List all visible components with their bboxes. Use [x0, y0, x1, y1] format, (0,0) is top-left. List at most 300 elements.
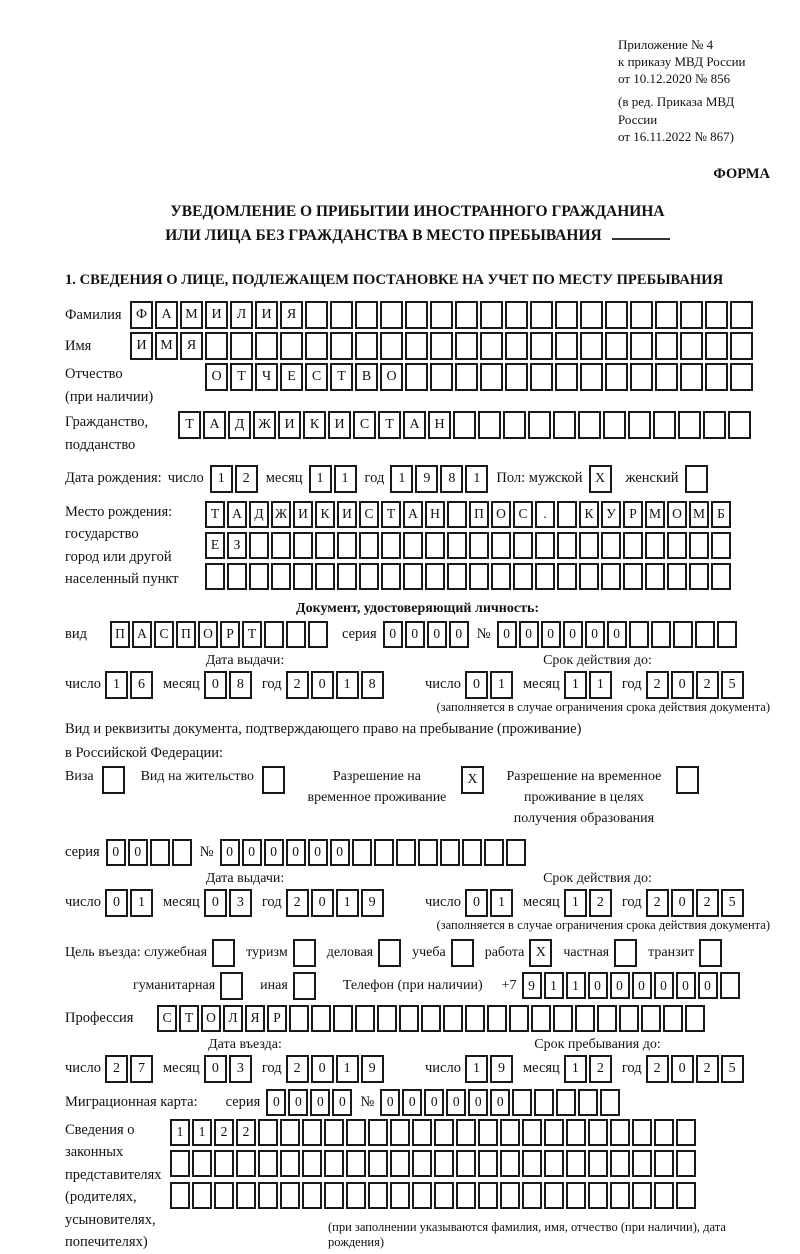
char-cell[interactable]: 0 — [286, 839, 306, 866]
char-cell[interactable]: С — [359, 501, 379, 528]
char-cell[interactable] — [305, 301, 328, 329]
char-cell[interactable] — [676, 1182, 696, 1209]
char-cell[interactable] — [632, 1119, 652, 1146]
phone-input[interactable] — [522, 972, 742, 999]
char-cell[interactable] — [478, 411, 501, 439]
migration-number-input[interactable] — [380, 1089, 622, 1116]
char-cell[interactable]: 2 — [696, 1055, 719, 1083]
char-cell[interactable] — [505, 363, 528, 391]
char-cell[interactable] — [487, 1005, 507, 1032]
char-cell[interactable]: 1 — [544, 972, 564, 999]
firstname-input[interactable] — [130, 332, 755, 360]
char-cell[interactable]: 8 — [229, 671, 252, 699]
char-cell[interactable] — [399, 1005, 419, 1032]
char-cell[interactable] — [355, 301, 378, 329]
char-cell[interactable] — [355, 332, 378, 360]
char-cell[interactable] — [236, 1150, 256, 1177]
doc-series-input[interactable] — [383, 621, 471, 648]
char-cell[interactable]: 1 — [336, 671, 359, 699]
char-cell[interactable] — [678, 411, 701, 439]
char-cell[interactable]: 7 — [130, 1055, 153, 1083]
char-cell[interactable]: 0 — [204, 1055, 227, 1083]
char-cell[interactable] — [264, 621, 284, 648]
char-cell[interactable]: Н — [425, 501, 445, 528]
char-cell[interactable] — [544, 1119, 564, 1146]
char-cell[interactable]: К — [303, 411, 326, 439]
char-cell[interactable] — [641, 1005, 661, 1032]
char-cell[interactable] — [699, 939, 722, 967]
stay-day-input[interactable] — [465, 1055, 515, 1083]
char-cell[interactable]: 0 — [427, 621, 447, 648]
surname-input[interactable] — [130, 301, 755, 329]
char-cell[interactable] — [705, 301, 728, 329]
char-cell[interactable]: 1 — [334, 465, 357, 493]
char-cell[interactable] — [522, 1150, 542, 1177]
char-cell[interactable]: 0 — [465, 671, 488, 699]
char-cell[interactable] — [346, 1119, 366, 1146]
char-cell[interactable] — [695, 621, 715, 648]
char-cell[interactable] — [230, 332, 253, 360]
char-cell[interactable] — [630, 301, 653, 329]
char-cell[interactable]: 1 — [465, 465, 488, 493]
char-cell[interactable] — [667, 532, 687, 559]
char-cell[interactable]: 0 — [204, 889, 227, 917]
char-cell[interactable] — [478, 1119, 498, 1146]
char-cell[interactable] — [597, 1005, 617, 1032]
char-cell[interactable] — [522, 1182, 542, 1209]
char-cell[interactable]: А — [132, 621, 152, 648]
other-checkbox[interactable] — [293, 972, 318, 1000]
char-cell[interactable]: 1 — [210, 465, 233, 493]
char-cell[interactable] — [535, 563, 555, 590]
char-cell[interactable] — [566, 1119, 586, 1146]
char-cell[interactable]: 0 — [610, 972, 630, 999]
char-cell[interactable]: П — [176, 621, 196, 648]
char-cell[interactable]: Т — [205, 501, 225, 528]
char-cell[interactable] — [535, 532, 555, 559]
char-cell[interactable]: С — [513, 501, 533, 528]
char-cell[interactable] — [333, 1005, 353, 1032]
char-cell[interactable]: Т — [330, 363, 353, 391]
char-cell[interactable] — [654, 1119, 674, 1146]
char-cell[interactable]: М — [645, 501, 665, 528]
char-cell[interactable] — [469, 563, 489, 590]
char-cell[interactable]: 0 — [585, 621, 605, 648]
profession-input[interactable] — [157, 1005, 707, 1032]
char-cell[interactable]: А — [227, 501, 247, 528]
char-cell[interactable] — [601, 532, 621, 559]
char-cell[interactable]: Т — [178, 411, 201, 439]
char-cell[interactable]: 0 — [405, 621, 425, 648]
doc-valid-year-input[interactable] — [646, 671, 746, 699]
char-cell[interactable] — [368, 1182, 388, 1209]
char-cell[interactable] — [308, 621, 328, 648]
char-cell[interactable] — [603, 411, 626, 439]
char-cell[interactable]: М — [180, 301, 203, 329]
char-cell[interactable] — [255, 332, 278, 360]
char-cell[interactable] — [555, 363, 578, 391]
sex-female-checkbox[interactable] — [685, 465, 710, 493]
char-cell[interactable] — [456, 1182, 476, 1209]
char-cell[interactable]: 0 — [671, 889, 694, 917]
char-cell[interactable]: 0 — [330, 839, 350, 866]
char-cell[interactable]: Т — [381, 501, 401, 528]
char-cell[interactable]: Ж — [271, 501, 291, 528]
char-cell[interactable] — [214, 1182, 234, 1209]
char-cell[interactable]: 0 — [671, 1055, 694, 1083]
doc-type-input[interactable] — [110, 621, 330, 648]
char-cell[interactable] — [368, 1119, 388, 1146]
doc-issue-month-input[interactable] — [204, 671, 254, 699]
char-cell[interactable] — [530, 332, 553, 360]
char-cell[interactable]: 2 — [214, 1119, 234, 1146]
birthplace-row2-input[interactable] — [205, 532, 733, 559]
char-cell[interactable] — [680, 363, 703, 391]
char-cell[interactable] — [381, 532, 401, 559]
char-cell[interactable] — [205, 332, 228, 360]
char-cell[interactable]: 9 — [361, 1055, 384, 1083]
char-cell[interactable] — [412, 1119, 432, 1146]
char-cell[interactable] — [396, 839, 416, 866]
business-trip-checkbox[interactable] — [212, 939, 237, 967]
residence-series-input[interactable] — [106, 839, 194, 866]
char-cell[interactable]: К — [579, 501, 599, 528]
doc-issue-day-input[interactable] — [105, 671, 155, 699]
char-cell[interactable] — [629, 621, 649, 648]
char-cell[interactable] — [430, 332, 453, 360]
char-cell[interactable] — [286, 621, 306, 648]
char-cell[interactable]: 0 — [654, 972, 674, 999]
citizenship-input[interactable] — [178, 411, 753, 439]
birth-month-input[interactable] — [309, 465, 359, 493]
char-cell[interactable]: Я — [180, 332, 203, 360]
char-cell[interactable] — [480, 301, 503, 329]
temp-residence-checkbox[interactable] — [461, 766, 486, 794]
char-cell[interactable] — [728, 411, 751, 439]
char-cell[interactable]: Е — [280, 363, 303, 391]
char-cell[interactable] — [324, 1119, 344, 1146]
char-cell[interactable] — [447, 532, 467, 559]
char-cell[interactable]: 0 — [446, 1089, 466, 1116]
char-cell[interactable] — [447, 501, 467, 528]
char-cell[interactable]: А — [203, 411, 226, 439]
char-cell[interactable]: 9 — [522, 972, 542, 999]
char-cell[interactable] — [462, 839, 482, 866]
edu-residence-checkbox[interactable] — [676, 766, 701, 794]
stay-month-input[interactable] — [564, 1055, 614, 1083]
char-cell[interactable]: Т — [378, 411, 401, 439]
char-cell[interactable] — [170, 1182, 190, 1209]
char-cell[interactable]: 5 — [721, 671, 744, 699]
residence-issue-year-input[interactable] — [286, 889, 386, 917]
char-cell[interactable]: 1 — [490, 671, 513, 699]
char-cell[interactable] — [655, 363, 678, 391]
char-cell[interactable] — [557, 563, 577, 590]
char-cell[interactable] — [434, 1119, 454, 1146]
char-cell[interactable]: Ж — [253, 411, 276, 439]
char-cell[interactable] — [258, 1182, 278, 1209]
char-cell[interactable]: 2 — [646, 1055, 669, 1083]
study-checkbox[interactable] — [451, 939, 476, 967]
tourism-checkbox[interactable] — [293, 939, 318, 967]
char-cell[interactable]: 0 — [497, 621, 517, 648]
char-cell[interactable] — [381, 563, 401, 590]
char-cell[interactable] — [557, 532, 577, 559]
char-cell[interactable] — [421, 1005, 441, 1032]
char-cell[interactable] — [280, 1150, 300, 1177]
char-cell[interactable] — [289, 1005, 309, 1032]
char-cell[interactable] — [685, 465, 708, 493]
char-cell[interactable]: 0 — [698, 972, 718, 999]
char-cell[interactable] — [324, 1150, 344, 1177]
stay-year-input[interactable] — [646, 1055, 746, 1083]
char-cell[interactable]: 0 — [288, 1089, 308, 1116]
char-cell[interactable] — [102, 766, 125, 794]
char-cell[interactable]: 9 — [490, 1055, 513, 1083]
char-cell[interactable] — [271, 532, 291, 559]
char-cell[interactable]: 0 — [490, 1089, 510, 1116]
char-cell[interactable]: Р — [267, 1005, 287, 1032]
char-cell[interactable] — [412, 1150, 432, 1177]
char-cell[interactable] — [500, 1150, 520, 1177]
char-cell[interactable]: 3 — [229, 889, 252, 917]
char-cell[interactable] — [680, 332, 703, 360]
char-cell[interactable]: О — [198, 621, 218, 648]
transit-checkbox[interactable] — [699, 939, 724, 967]
char-cell[interactable] — [580, 332, 603, 360]
char-cell[interactable] — [280, 1182, 300, 1209]
char-cell[interactable] — [484, 839, 504, 866]
char-cell[interactable] — [730, 363, 753, 391]
char-cell[interactable] — [150, 839, 170, 866]
char-cell[interactable]: Е — [205, 532, 225, 559]
char-cell[interactable] — [315, 532, 335, 559]
char-cell[interactable]: 1 — [564, 889, 587, 917]
char-cell[interactable]: И — [255, 301, 278, 329]
char-cell[interactable] — [359, 532, 379, 559]
char-cell[interactable]: 2 — [696, 671, 719, 699]
char-cell[interactable] — [655, 332, 678, 360]
char-cell[interactable]: П — [469, 501, 489, 528]
char-cell[interactable]: И — [293, 501, 313, 528]
char-cell[interactable]: И — [328, 411, 351, 439]
char-cell[interactable]: Б — [711, 501, 731, 528]
char-cell[interactable] — [575, 1005, 595, 1032]
char-cell[interactable]: 0 — [380, 1089, 400, 1116]
doc-valid-day-input[interactable] — [465, 671, 515, 699]
char-cell[interactable] — [580, 363, 603, 391]
char-cell[interactable] — [374, 839, 394, 866]
char-cell[interactable] — [249, 563, 269, 590]
char-cell[interactable] — [705, 363, 728, 391]
char-cell[interactable]: 0 — [541, 621, 561, 648]
char-cell[interactable]: Р — [220, 621, 240, 648]
char-cell[interactable] — [580, 301, 603, 329]
char-cell[interactable]: 9 — [415, 465, 438, 493]
char-cell[interactable] — [711, 563, 731, 590]
char-cell[interactable]: X — [529, 939, 552, 967]
char-cell[interactable]: 0 — [402, 1089, 422, 1116]
char-cell[interactable]: 0 — [424, 1089, 444, 1116]
char-cell[interactable]: 0 — [266, 1089, 286, 1116]
char-cell[interactable] — [480, 363, 503, 391]
char-cell[interactable] — [645, 563, 665, 590]
char-cell[interactable] — [390, 1150, 410, 1177]
char-cell[interactable] — [610, 1182, 630, 1209]
char-cell[interactable] — [632, 1150, 652, 1177]
char-cell[interactable] — [465, 1005, 485, 1032]
char-cell[interactable] — [405, 301, 428, 329]
business-checkbox[interactable] — [378, 939, 403, 967]
doc-valid-month-input[interactable] — [564, 671, 614, 699]
char-cell[interactable]: 2 — [286, 889, 309, 917]
char-cell[interactable]: 0 — [220, 839, 240, 866]
char-cell[interactable] — [478, 1182, 498, 1209]
char-cell[interactable] — [663, 1005, 683, 1032]
char-cell[interactable]: 2 — [235, 465, 258, 493]
char-cell[interactable] — [632, 1182, 652, 1209]
char-cell[interactable]: Я — [280, 301, 303, 329]
char-cell[interactable]: К — [315, 501, 335, 528]
char-cell[interactable]: С — [305, 363, 328, 391]
work-checkbox[interactable] — [529, 939, 554, 967]
char-cell[interactable] — [531, 1005, 551, 1032]
char-cell[interactable]: Л — [230, 301, 253, 329]
char-cell[interactable] — [578, 411, 601, 439]
char-cell[interactable] — [418, 839, 438, 866]
char-cell[interactable]: 1 — [130, 889, 153, 917]
char-cell[interactable]: 2 — [236, 1119, 256, 1146]
char-cell[interactable] — [205, 563, 225, 590]
char-cell[interactable]: Я — [245, 1005, 265, 1032]
char-cell[interactable] — [443, 1005, 463, 1032]
char-cell[interactable] — [512, 1089, 532, 1116]
char-cell[interactable] — [555, 301, 578, 329]
char-cell[interactable]: Н — [428, 411, 451, 439]
char-cell[interactable] — [491, 563, 511, 590]
char-cell[interactable] — [505, 332, 528, 360]
char-cell[interactable] — [293, 972, 316, 1000]
char-cell[interactable]: 3 — [229, 1055, 252, 1083]
char-cell[interactable] — [689, 563, 709, 590]
char-cell[interactable] — [480, 332, 503, 360]
char-cell[interactable] — [271, 563, 291, 590]
char-cell[interactable]: З — [227, 532, 247, 559]
char-cell[interactable] — [676, 1150, 696, 1177]
char-cell[interactable]: 5 — [721, 1055, 744, 1083]
residence-issue-day-input[interactable] — [105, 889, 155, 917]
char-cell[interactable] — [711, 532, 731, 559]
char-cell[interactable] — [390, 1119, 410, 1146]
char-cell[interactable] — [377, 1005, 397, 1032]
char-cell[interactable]: 9 — [361, 889, 384, 917]
residence-number-input[interactable] — [220, 839, 528, 866]
char-cell[interactable] — [705, 332, 728, 360]
char-cell[interactable] — [605, 332, 628, 360]
char-cell[interactable]: 0 — [308, 839, 328, 866]
char-cell[interactable] — [302, 1119, 322, 1146]
char-cell[interactable]: 0 — [465, 889, 488, 917]
char-cell[interactable]: 2 — [589, 889, 612, 917]
char-cell[interactable] — [455, 301, 478, 329]
char-cell[interactable] — [280, 332, 303, 360]
char-cell[interactable]: 0 — [563, 621, 583, 648]
char-cell[interactable] — [425, 532, 445, 559]
char-cell[interactable]: X — [461, 766, 484, 794]
char-cell[interactable] — [311, 1005, 331, 1032]
char-cell[interactable] — [566, 1150, 586, 1177]
char-cell[interactable] — [249, 532, 269, 559]
char-cell[interactable]: 2 — [105, 1055, 128, 1083]
char-cell[interactable] — [456, 1150, 476, 1177]
char-cell[interactable] — [324, 1182, 344, 1209]
char-cell[interactable] — [689, 532, 709, 559]
char-cell[interactable] — [352, 839, 372, 866]
char-cell[interactable]: 1 — [566, 972, 586, 999]
char-cell[interactable] — [600, 1089, 620, 1116]
char-cell[interactable] — [262, 766, 285, 794]
representatives-row2-input[interactable] — [170, 1150, 698, 1177]
char-cell[interactable] — [491, 532, 511, 559]
char-cell[interactable]: 6 — [130, 671, 153, 699]
char-cell[interactable] — [412, 1182, 432, 1209]
char-cell[interactable]: А — [155, 301, 178, 329]
char-cell[interactable]: В — [355, 363, 378, 391]
char-cell[interactable]: 0 — [105, 889, 128, 917]
char-cell[interactable] — [513, 563, 533, 590]
private-checkbox[interactable] — [614, 939, 639, 967]
char-cell[interactable] — [214, 1150, 234, 1177]
char-cell[interactable]: 2 — [696, 889, 719, 917]
char-cell[interactable] — [619, 1005, 639, 1032]
char-cell[interactable]: 1 — [564, 671, 587, 699]
char-cell[interactable] — [500, 1182, 520, 1209]
char-cell[interactable]: Д — [249, 501, 269, 528]
char-cell[interactable]: 0 — [332, 1089, 352, 1116]
char-cell[interactable] — [403, 563, 423, 590]
char-cell[interactable] — [172, 839, 192, 866]
char-cell[interactable] — [469, 532, 489, 559]
entry-month-input[interactable] — [204, 1055, 254, 1083]
char-cell[interactable] — [654, 1182, 674, 1209]
char-cell[interactable]: А — [403, 501, 423, 528]
char-cell[interactable]: Д — [228, 411, 251, 439]
char-cell[interactable] — [601, 563, 621, 590]
char-cell[interactable]: 2 — [589, 1055, 612, 1083]
char-cell[interactable] — [380, 301, 403, 329]
char-cell[interactable] — [610, 1119, 630, 1146]
char-cell[interactable] — [368, 1150, 388, 1177]
char-cell[interactable] — [478, 1150, 498, 1177]
char-cell[interactable] — [227, 563, 247, 590]
char-cell[interactable]: 0 — [128, 839, 148, 866]
char-cell[interactable] — [579, 532, 599, 559]
char-cell[interactable]: 0 — [383, 621, 403, 648]
char-cell[interactable]: 0 — [607, 621, 627, 648]
char-cell[interactable] — [614, 939, 637, 967]
char-cell[interactable]: 8 — [440, 465, 463, 493]
char-cell[interactable]: 8 — [361, 671, 384, 699]
birthplace-row1-input[interactable] — [205, 501, 733, 528]
char-cell[interactable] — [667, 563, 687, 590]
char-cell[interactable] — [330, 332, 353, 360]
char-cell[interactable] — [258, 1119, 278, 1146]
char-cell[interactable] — [434, 1150, 454, 1177]
char-cell[interactable]: И — [130, 332, 153, 360]
char-cell[interactable] — [456, 1119, 476, 1146]
char-cell[interactable]: О — [667, 501, 687, 528]
char-cell[interactable]: 1 — [309, 465, 332, 493]
